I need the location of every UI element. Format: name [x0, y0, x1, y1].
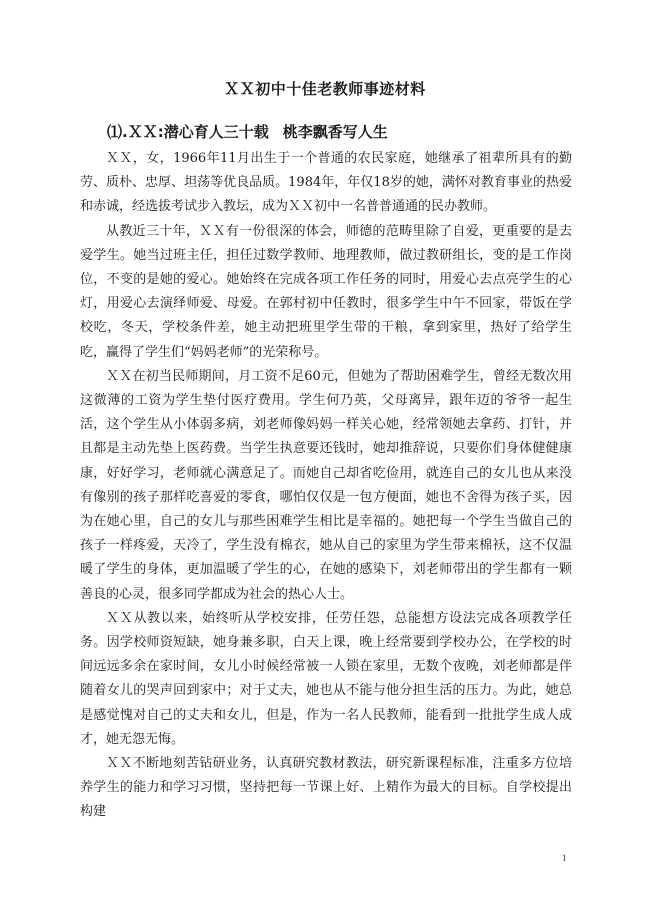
- section-heading: [107, 121, 388, 142]
- section-title-lead: ＸＸ:潜心育人三十载: [127, 123, 269, 141]
- paragraph: 从教近三十年，ＸＸ有一份很深的体会，师德的范畴里除了自爱，更重要的是去爱学生。她当过班主任，担任过数学教师、地理教师，做过教研组长，变的是工作岗位，不变的是她的爱心。她始终在完成各项工作任务的同时，用爱心去点亮学生的心灯，用爱心去演绎师爱、母爱。在郭村初中任教时，很多学生中午不回家，带饭在学校吃，冬天，学校条件差，她主动把班里学生带的干粮，拿到家里，热好了给学生吃，赢得了学生们“妈妈老师”的光荣称号。: [80, 223, 572, 360]
- page-number: 1: [562, 853, 567, 863]
- paragraph: ＸＸ从教以来，始终听从学校安排，任劳任怨，总能想方设法完成各项教学任务。因学校师资短缺，她身兼多职，白天上课，晚上经常要到学校办公，在学校的时间远远多余在家时间，女儿小时候经常被一人锁在家里，无数个夜晚，刘老师都是伴随着女儿的哭声回到家中；对于丈夫，她也从不能与他分担生活的压力。为此，她总是感觉愧对自己的丈夫和女儿，但是，作为一名人民教师，能看到一批批学生成人成才，她无怨无悔。: [80, 610, 572, 747]
- section-number: ⑴.: [107, 123, 128, 141]
- paragraph: ＸＸ在初当民师期间，月工资不足60元，但她为了帮助困难学生，曾经无数次用这微薄的工资为学生垫付医疗费用。学生何乃英，父母离异，跟年迈的爷爷一起生活，这个学生从小体弱多病，刘老师像妈妈一样关心她，经常领她去拿药、打针，并且都是主动先垫上医药费。当学生执意要还钱时，她却推辞说，只要你们身体健健康康，好好学习，老师就心满意足了。而她自己却省吃俭用，就连自己的女儿也从来没有像别的孩子那样吃喜爱的零食，哪怕仅仅是一包方便面，她也不舍得为孩子买，因为在她心里，自己的女儿与那些困难学生相比是幸福的。她把每一个学生当做自己的孩子一样疼爱，天冷了，学生没有棉衣，她从自己的家里为学生带来棉袄，这不仅温暖了学生的身体，更加温暖了学生的心，在她的感染下，刘老师带出的学生都有一颗善良的心灵，很多同学都成为社会的热心人士。: [80, 368, 572, 602]
- body-text: [80, 147, 572, 825]
- section-title-tail: 桃李飘香写人生: [282, 123, 388, 141]
- paragraph: ＸＸ，女，1966年11月出生于一个普通的农民家庭，她继承了祖辈所具有的勤劳、质朴、忠厚、坦荡等优良品质。1984年，年仅18岁的她，满怀对教育事业的热爱和赤诚，经选拔考试步入教坛，成为ＸＸ初中一名普普通通的民办教师。: [80, 151, 572, 215]
- document-title: ＸＸ初中十佳老教师事迹材料: [224, 80, 426, 98]
- paragraph: ＸＸ不断地刻苦钻研业务，认真研究教材教法，研究新课程标准，注重多方位培养学生的能力和学习习惯，坚持把每一节课上好、上精作为最大的目标。自学校提出构建: [80, 756, 572, 820]
